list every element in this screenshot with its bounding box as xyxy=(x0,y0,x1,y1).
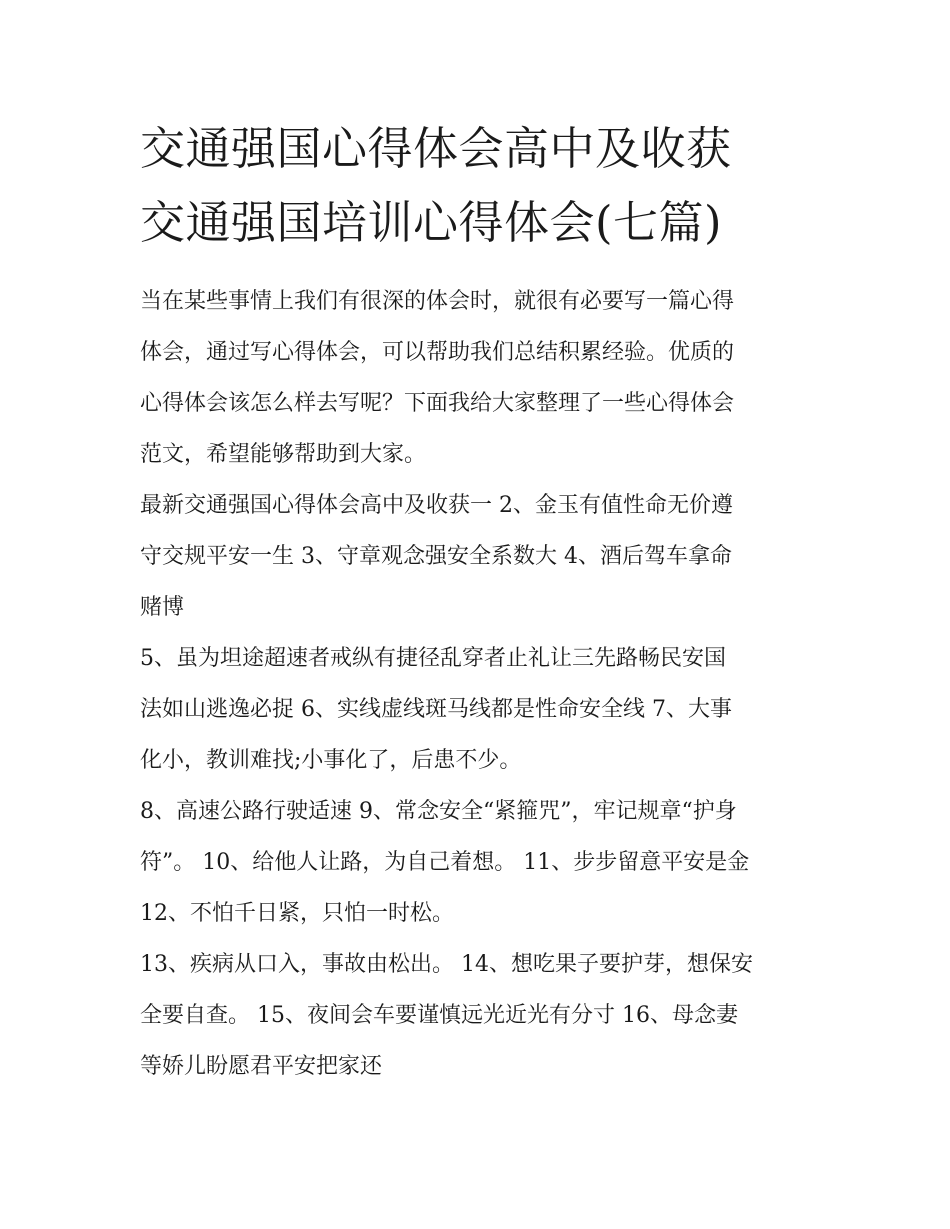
text-line: 12、不怕千日紧，只怕一时松。 xyxy=(140,901,454,926)
text-line: 全要自查。 15、夜间会车要谨慎远光近光有分寸 16、母念妻 xyxy=(140,1003,738,1028)
text-line: 法如山逃逸必捉 6、实线虚线斑马线都是性命安全线 7、大事 xyxy=(140,697,732,722)
text-line: 符”。 10、给他人让路，为自己着想。 11、步步留意平安是金 xyxy=(140,850,750,875)
paragraph-3 xyxy=(140,786,812,939)
text-line: 范文，希望能够帮助到大家。 xyxy=(140,442,427,467)
text-line: 13、疾病从口入，事故由松出。 14、想吃果子要护芽，想保安 xyxy=(140,952,753,977)
paragraph-1 xyxy=(140,480,812,633)
text-line: 心得体会该怎么样去写呢？下面我给大家整理了一些心得体会 xyxy=(140,391,735,416)
document-content xyxy=(140,112,812,1092)
paragraph-4 xyxy=(140,939,812,1092)
paragraph-intro xyxy=(140,276,812,480)
text-line: 当在某些事情上我们有很深的体会时，就很有必要写一篇心得 xyxy=(140,289,735,314)
text-line: 体会，通过写心得体会，可以帮助我们总结积累经验。优质的 xyxy=(140,340,735,365)
paragraph-2 xyxy=(140,633,812,786)
text-line: 最新交通强国心得体会高中及收获一 2、金玉有值性命无价遵 xyxy=(140,493,733,518)
text-line: 化小，教训难找;小事化了，后患不少。 xyxy=(140,748,522,773)
text-line: 5、虽为坦途超速者戒纵有捷径乱穿者止礼让三先路畅民安国 xyxy=(140,646,726,671)
title-line-1: 交通强国心得体会高中及收获 xyxy=(140,122,732,175)
text-line: 守交规平安一生 3、守章观念强安全系数大 4、酒后驾车拿命 xyxy=(140,544,732,569)
title-line-2: 交通强国培训心得体会(七篇) xyxy=(140,196,723,249)
text-line: 赌博 xyxy=(140,595,185,620)
document-title xyxy=(140,112,812,260)
text-line: 等娇儿盼愿君平安把家还 xyxy=(140,1054,383,1079)
text-line: 8、高速公路行驶适速 9、常念安全“紧箍咒”，牢记规章“护身 xyxy=(140,799,737,824)
